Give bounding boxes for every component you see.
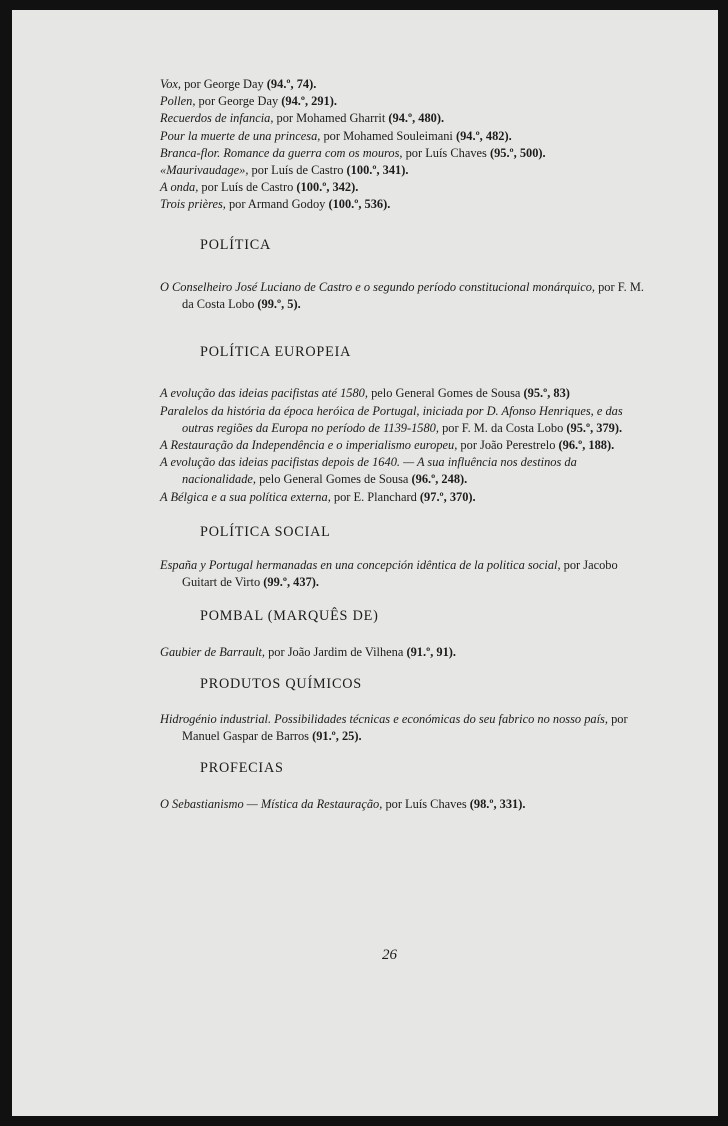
entry-title: O Conselheiro José Luciano de Castro e o segundo período constitucional monárquico, — [160, 279, 596, 294]
entry-author: por F. M. da Costa Lobo — [438, 420, 567, 435]
entry-title: Vox, — [160, 77, 181, 91]
section-heading-politica-social: POLÍTICA SOCIAL — [200, 523, 331, 540]
entry-reference: (97.º, 370). — [419, 489, 476, 504]
document-page — [12, 10, 718, 1116]
entry-title: Gaubier de Barrault, — [160, 644, 265, 659]
entry-reference: (100.º, 536). — [328, 197, 391, 212]
entry-author: por Luís Chaves — [402, 145, 490, 160]
entry-reference: (94.º, 482). — [455, 128, 512, 143]
entry-author: por Armand Godoy — [225, 197, 329, 212]
section-heading-profecias: PROFECIAS — [200, 760, 284, 777]
entry-author: por Luís de Castro — [198, 180, 297, 195]
index-entry — [160, 385, 645, 402]
entry-author: por F. M. da Costa Lobo — [182, 279, 644, 312]
index-entry — [160, 179, 645, 196]
entry-reference: (91.º, 91). — [406, 644, 456, 659]
entry-author: por João Perestrelo — [457, 438, 559, 453]
entry-title: A evolução das ideias pacifistas até 1580, — [160, 386, 368, 401]
index-entry — [160, 454, 645, 488]
entry-reference: (98.º, 331). — [469, 796, 526, 811]
section-heading-produtos-quimicos: PRODUTOS QUÍMICOS — [200, 675, 362, 692]
entry-author: por Jacobo Guitart de Virto — [182, 558, 618, 590]
entry-reference: (96.º, 188). — [558, 438, 615, 453]
entry-author: por George Day — [181, 77, 267, 91]
entry-reference: (91.º, 25). — [312, 729, 362, 744]
entry-reference: (100.º, 342). — [296, 180, 359, 195]
entry-reference: (94.º, 291). — [281, 94, 337, 109]
index-entry — [160, 711, 645, 745]
entry-title: A evolução das ideias pacifistas depois de 1640. — A sua influência nos destinos da nacionalidade, — [160, 455, 577, 487]
entry-author: por George Day — [195, 94, 282, 109]
entry-author: por E. Planchard — [330, 489, 420, 504]
entry-author: pelo General Gomes de Sousa — [256, 472, 412, 487]
entry-title: Hidrogénio industrial. Possibilidades técnicas e económicas do seu fabrico no nosso país, — [160, 712, 608, 727]
entry-title: Pour la muerte de una princesa, — [160, 128, 321, 143]
entry-author: por Manuel Gaspar de Barros — [182, 712, 628, 744]
index-entry — [160, 128, 645, 145]
index-entry — [160, 279, 645, 313]
page-number: 26 — [382, 947, 397, 963]
entry-reference: (99.º, 437). — [263, 575, 319, 590]
index-entry — [160, 557, 645, 591]
entry-author: por João Jardim de Vilhena — [264, 644, 407, 659]
entries-top — [160, 76, 645, 214]
index-entry — [160, 76, 645, 93]
index-entry — [160, 437, 645, 454]
index-entry — [160, 796, 645, 813]
entry-title: «Maurivaudage», — [160, 163, 249, 178]
entry-title: A Bélgica e a sua política externa, — [160, 489, 331, 504]
entry-title: Pollen, — [160, 94, 196, 109]
index-entry — [160, 489, 645, 506]
entry-reference: (94.º, 480). — [388, 111, 445, 126]
entry-title: Recuerdos de infancia, — [160, 111, 274, 126]
entry-title: A Restauração da Independência e o imperialismo europeu, — [160, 438, 458, 453]
index-entry — [160, 196, 645, 213]
index-content — [160, 76, 645, 813]
entry-title: O Sebastianismo — Mística da Restauração, — [160, 796, 383, 811]
index-entry — [160, 93, 645, 110]
entry-title: Paralelos da história da época heróica de Portugal, iniciada por D. Afonso Henriques, e das outras regiões da Europa no período de 1139-1580, — [160, 403, 623, 435]
index-entry — [160, 145, 645, 162]
entry-reference: (95.º, 500). — [489, 145, 546, 160]
entry-reference: (99.º, 5). — [257, 297, 301, 312]
entry-title: España y Portugal hermanadas en una concepción idêntica de la politica social, — [160, 558, 561, 573]
entry-title: Branca-flor. Romance da guerra com os mouros, — [160, 145, 403, 160]
entry-reference: (96.º, 248). — [411, 472, 468, 487]
entry-reference: (95.º, 379). — [566, 420, 623, 435]
entry-author: pelo General Gomes de Sousa — [367, 386, 524, 401]
entry-title: A onda, — [160, 180, 199, 195]
entry-author: por Luís de Castro — [248, 163, 347, 178]
index-entry — [160, 403, 645, 437]
entry-title: Trois prières, — [160, 197, 226, 212]
entry-reference: (95.º, 83) — [523, 386, 570, 401]
index-entry — [160, 110, 645, 127]
entry-reference: (100.º, 341). — [346, 163, 409, 178]
section-heading-politica-europeia: POLÍTICA EUROPEIA — [200, 344, 352, 361]
entry-author: por Mohamed Gharrit — [273, 111, 389, 126]
section-heading-politica: POLÍTICA — [200, 236, 272, 253]
entry-reference: (94.º, 74). — [266, 77, 317, 91]
entry-author: por Luís Chaves — [382, 796, 470, 811]
entry-author: por Mohamed Souleimani — [320, 128, 456, 143]
index-entry — [160, 162, 645, 179]
index-entry — [160, 644, 645, 661]
section-heading-pombal: POMBAL (MARQUÊS DE) — [200, 608, 379, 625]
